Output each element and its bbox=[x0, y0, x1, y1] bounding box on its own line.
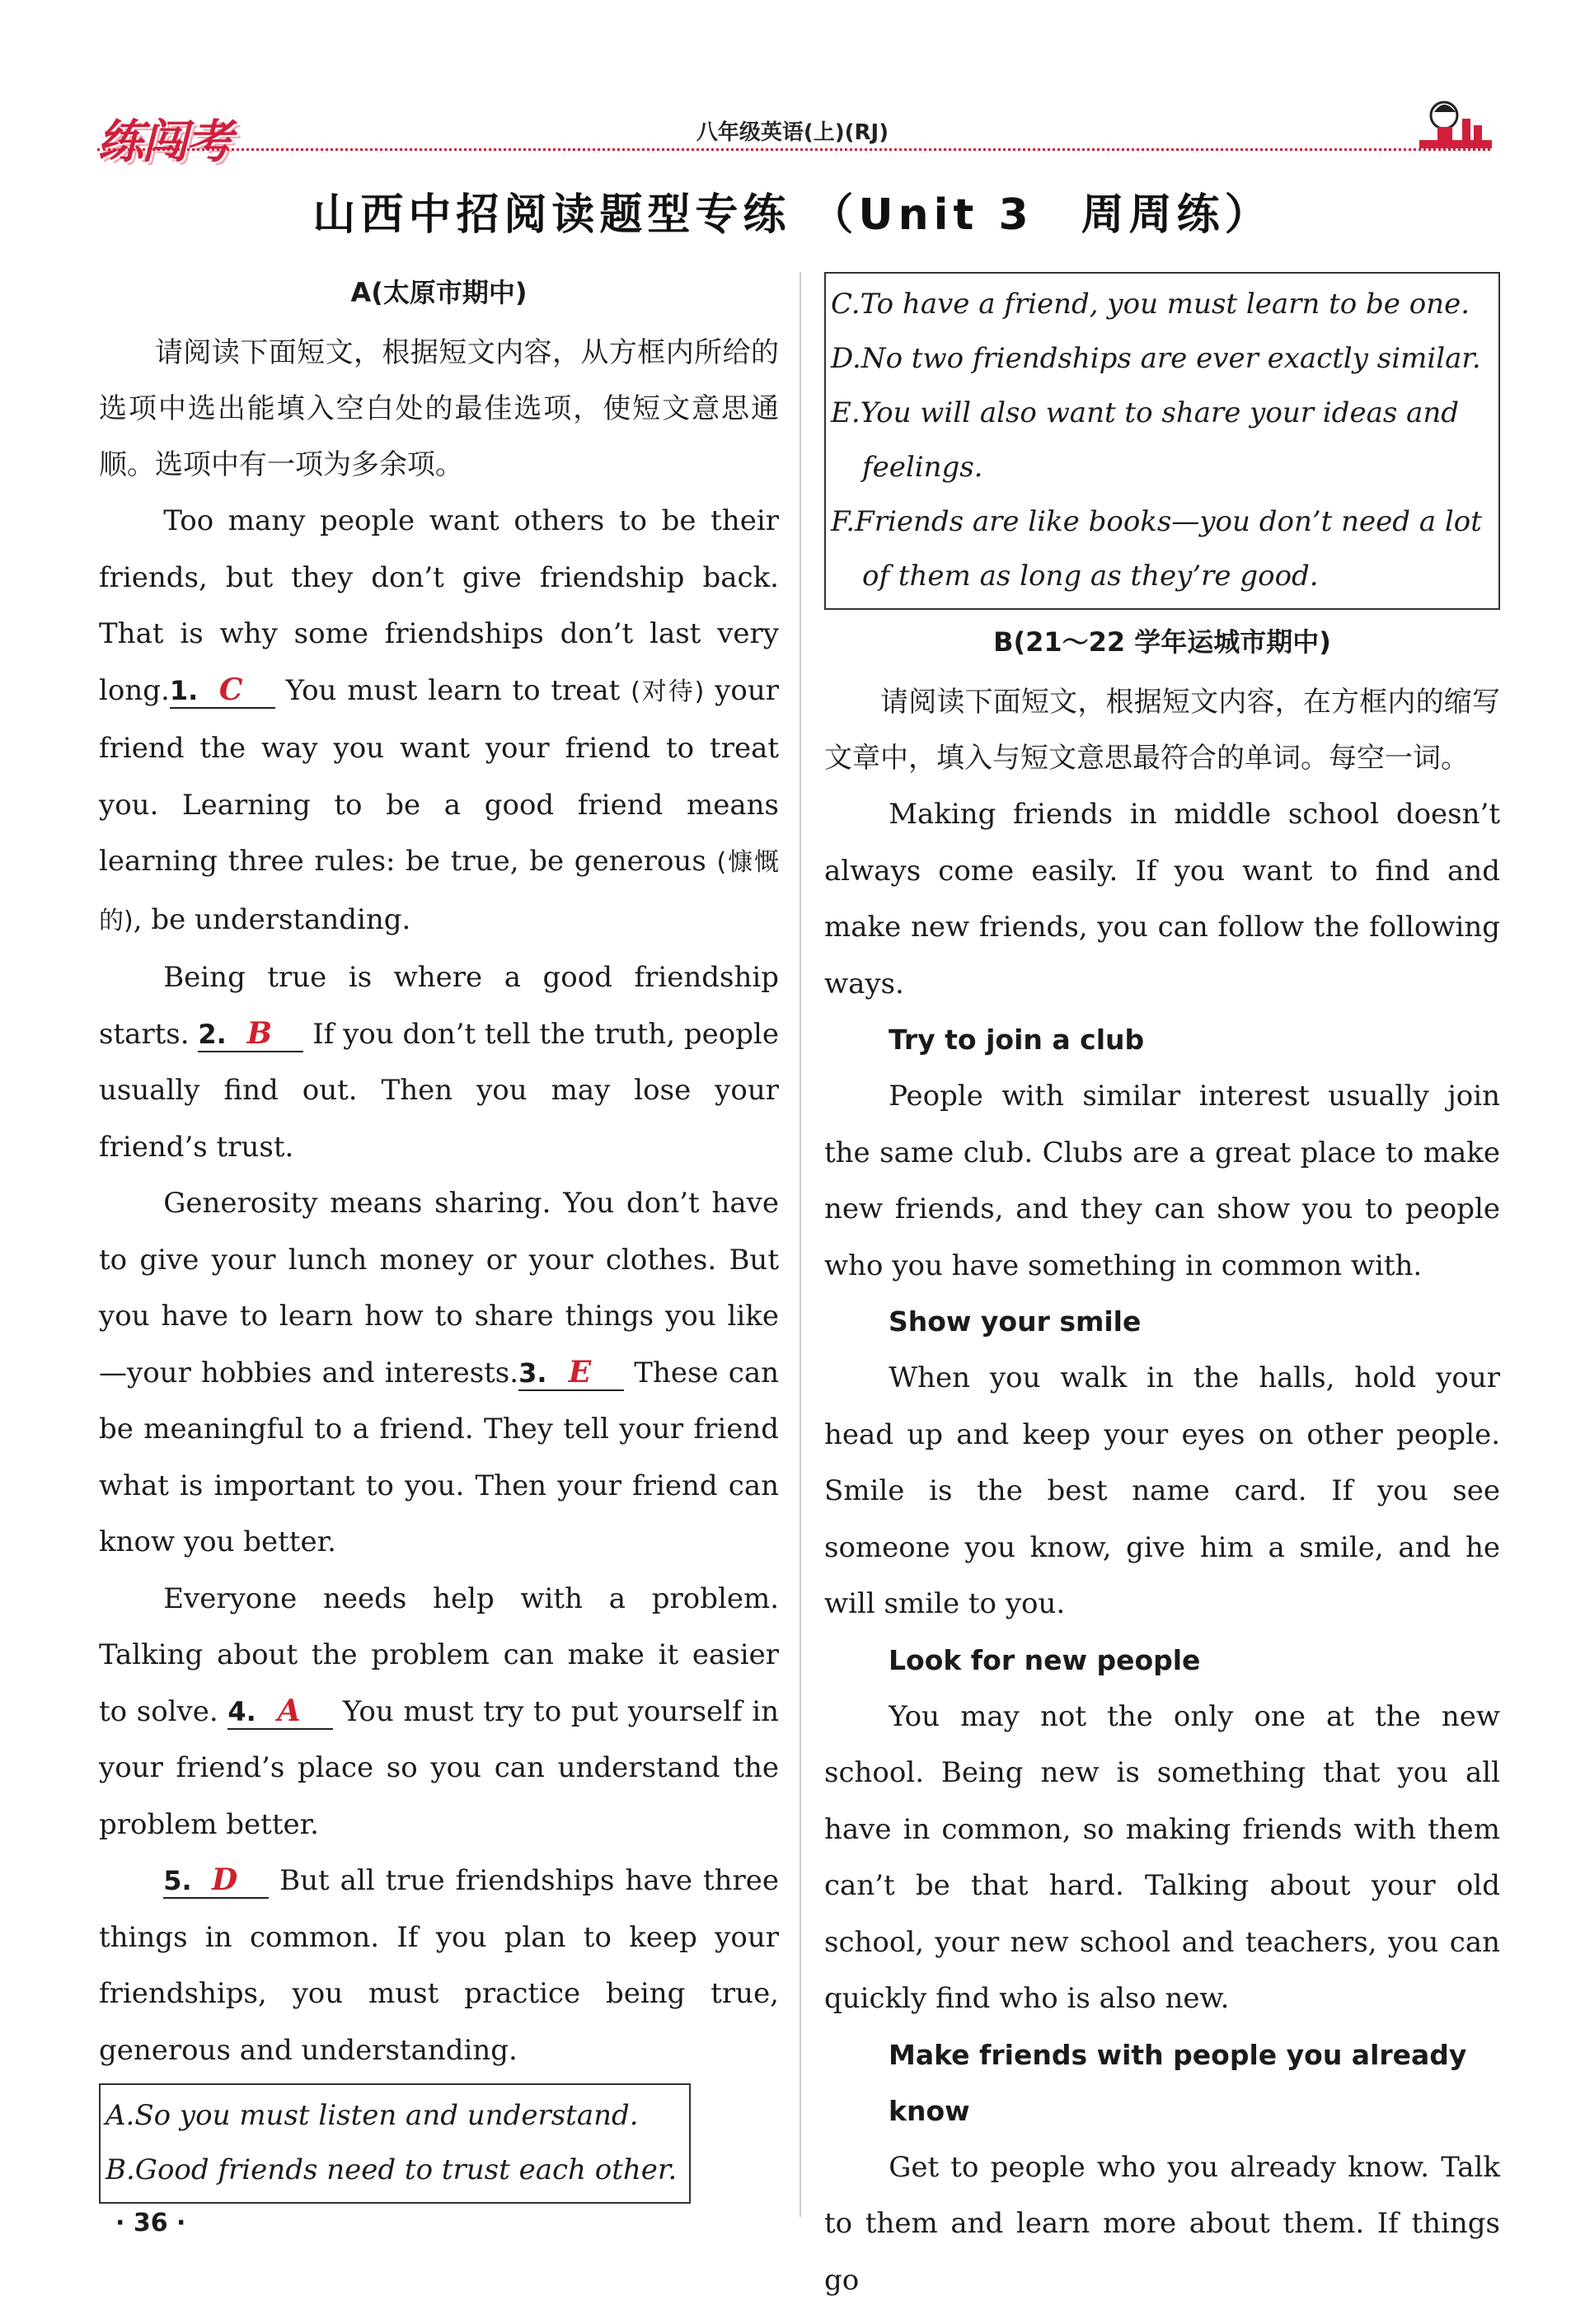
blank-answer: E bbox=[568, 1354, 592, 1389]
paragraph-text: If you don’t tell the truth, people usually find out. Then you may lose your friend’s trust. bbox=[99, 1017, 779, 1164]
section-a-heading: A(太原市期中) bbox=[350, 277, 528, 308]
options-box-left bbox=[99, 2083, 691, 2204]
left-column bbox=[99, 272, 779, 2204]
paragraph-text: You must try to put yourself in your friend’s place so you can understand the problem better. bbox=[99, 1694, 779, 1841]
paragraph-text: Too many people want others to be their friends, but they don’t give friendship back. That is why some friendships don’t last very long. bbox=[99, 504, 779, 707]
blank-answer: B bbox=[246, 1015, 273, 1051]
option-f-continued: of them as long as they’re good. bbox=[862, 560, 1319, 593]
gloss-text: (慷慨的) bbox=[99, 848, 779, 935]
section-b-instructions: 请阅读下面短文，根据短文内容，在方框内的缩写文章中，填入与短文意思最符合的单词。每空一词。 bbox=[824, 686, 1500, 775]
answer-blank-5[interactable] bbox=[163, 1863, 269, 1899]
passage-paragraph-4 bbox=[99, 1571, 779, 1853]
brand-logo: 练闯考 bbox=[97, 115, 231, 169]
blank-answer: C bbox=[218, 672, 243, 707]
option-e-continued: feelings. bbox=[862, 451, 983, 484]
section-b-paragraph-2: When you walk in the halls, hold your head up and keep your eyes on other people. Smile is the best name card. If you see someone you know, give him a smile, and he will smile to you. bbox=[824, 1361, 1500, 1620]
option-e: E.You will also want to share your ideas and bbox=[831, 396, 1460, 429]
header-dotted-rule bbox=[97, 148, 1490, 151]
gloss-text: (对待) bbox=[631, 677, 705, 706]
paragraph-text: , be understanding. bbox=[133, 902, 411, 936]
right-column bbox=[824, 272, 1500, 2308]
section-b-paragraph-4: Get to people who you already know. Talk to them and learn more about them. If things go bbox=[824, 2150, 1500, 2297]
blank-number: 5. bbox=[163, 1865, 192, 1896]
paragraph-text: These can be meaningful to a friend. They tell your friend what is important to you. Then your friend can know you better. bbox=[99, 1356, 780, 1558]
option-b: B.Good friends need to trust each other. bbox=[106, 2153, 678, 2186]
paragraph-text: your friend the way you want your friend to treat you. Learning to be a good friend means learning three rules: be true, be generous bbox=[99, 673, 779, 878]
option-c: C.To have a friend, you must learn to be one. bbox=[831, 288, 1470, 321]
blank-answer: D bbox=[212, 1862, 238, 1897]
subheading-join-club: Try to join a club bbox=[889, 1024, 1145, 1056]
blank-answer: A bbox=[277, 1693, 301, 1728]
section-b-heading: B(21～22 学年运城市期中) bbox=[993, 626, 1331, 658]
passage-paragraph-3 bbox=[99, 1175, 779, 1571]
section-b-paragraph-3: You may not the only one at the new school. Being new is something that you all have in common, so making friends with them can’t be that hard. Talking about your old school, your new school and teachers, you can quickly find who is also new. bbox=[824, 1699, 1500, 2015]
passage-paragraph-5 bbox=[99, 1853, 779, 2078]
paragraph-text: You must learn to treat bbox=[274, 673, 631, 707]
mascot-icon bbox=[1416, 97, 1495, 155]
running-head: 八年级英语(上)(RJ) bbox=[696, 120, 889, 145]
blank-number: 4. bbox=[227, 1695, 256, 1727]
section-b-intro: Making friends in middle school doesn’t always come easily. If you want to find and make new friends, you can follow the following ways. bbox=[824, 798, 1500, 1000]
column-divider bbox=[800, 272, 801, 2217]
answer-blank-2[interactable] bbox=[198, 1017, 303, 1052]
paragraph-text: Generosity means sharing. You don’t have to give your lunch money or your clothes. But you have to learn how to share things you like—your hobbies and interests. bbox=[99, 1187, 779, 1389]
passage-paragraph-2 bbox=[99, 949, 779, 1175]
paragraph-text: Being true is where a good friendship starts. bbox=[99, 961, 779, 1051]
passage-paragraph-1 bbox=[99, 493, 779, 949]
blank-number: 2. bbox=[198, 1018, 227, 1050]
option-d: D.No two friendships are ever exactly similar. bbox=[831, 342, 1481, 375]
paragraph-text: Everyone needs help with a problem. Talking about the problem can make it easier to solve. bbox=[99, 1581, 779, 1728]
section-a-instructions: 请阅读下面短文，根据短文内容，从方框内所给的选项中选出能填入空白处的最佳选项，使短文意思通顺。选项中有一项为多余项。 bbox=[99, 336, 779, 481]
option-a: A.So you must listen and understand. bbox=[106, 2099, 639, 2132]
blank-number: 1. bbox=[169, 674, 199, 706]
subheading-show-smile: Show your smile bbox=[889, 1305, 1142, 1338]
section-b-paragraph-1: People with similar interest usually join the same club. Clubs are a great place to make new friends, and they can show you to people who you have something in common with. bbox=[824, 1080, 1500, 1282]
subheading-people-you-know: Make friends with people you already know bbox=[889, 2038, 1467, 2127]
options-box-right bbox=[824, 272, 1500, 610]
answer-blank-1[interactable] bbox=[170, 673, 275, 709]
page-title: 山西中招阅读题型专练 （Unit 3 周周练） bbox=[312, 190, 1273, 240]
page-number: · 36 · bbox=[115, 2209, 186, 2237]
answer-blank-4[interactable] bbox=[227, 1694, 333, 1730]
paragraph-text: But all true friendships have three things in common. If you plan to keep your friendships, you must practice being true, generous and understanding. bbox=[99, 1864, 779, 2067]
subheading-new-people: Look for new people bbox=[889, 1643, 1201, 1676]
answer-blank-3[interactable] bbox=[518, 1356, 624, 1391]
option-f: F.Friends are like books—you don’t need a lot bbox=[831, 505, 1482, 538]
blank-number: 3. bbox=[518, 1356, 547, 1389]
